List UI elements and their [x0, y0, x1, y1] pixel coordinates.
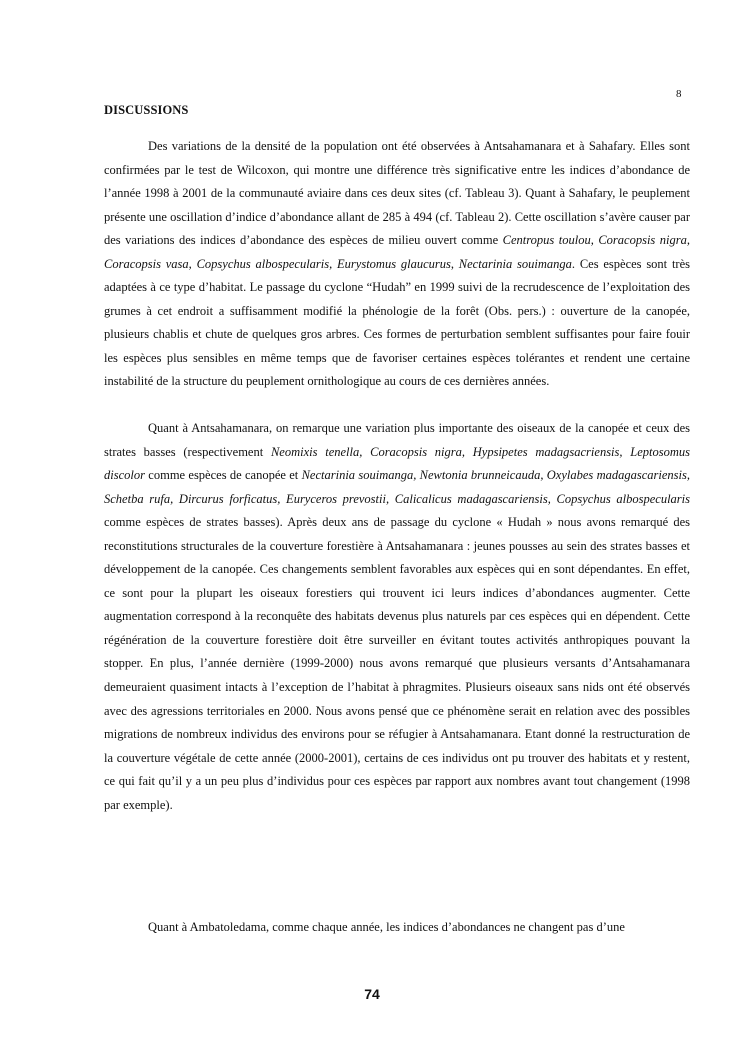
page-folio: 74 [364, 986, 380, 1002]
section-heading: DISCUSSIONS [104, 103, 189, 117]
paragraph-text: comme espèces de strates basses). Après deux ans de passage du cyclone « Hudah » nous avons remarqué des reconstitutions structurales de la couverture forestière à Antsahamanara : jeunes pousses au sein des strates basses et développement de la canopée. Ces changements semblent favorables aux espèces qui en sont dépendantes. En effet, ce sont pour la plupart les oiseaux forestiers qui trouvent ici leurs indices d’abondances augmenter. Cette augmentation correspond à la reconquête des habitats devenus plus naturels par ces espèces qui en dépendent. Cette régénération de la couverture forestière doit être surveiller en évitant toutes activités anthropiques pouvant la stopper. En plus, l’année dernière (1999-2000) nous avons remarqué que plusieurs versants d’Antsahamanara demeuraient quasiment intacts à l’exception de l’habitat à phragmites. Plusieurs oiseaux sans nids ont été observés avec des agressions territoriales en 2000. Nous avons pensé que ce phénomène serait en relation avec des possibles migrations de nombreux individus des environs pour se réfugier à Antsahamanara. Etant donné la restructuration de la couverture végétale de cette année (2000-2001), certains de ces individus ont pu trouver des habitats et y restent, ce qui fait qu’il y a un peu plus d’individus pour ces espèces par rapport aux nombres avant tout changement (1998 par exemple). [104, 515, 690, 812]
page-number-top: 8 [676, 88, 682, 100]
species-names: Nectarinia souimanga [458, 256, 572, 271]
paragraph-text: Quant à Antsahamanara, on remarque une variation plus importante des oiseaux de la canopée et ceux des strates basses (respectivement [104, 421, 690, 459]
paragraph-text: comme espèces de canopée et [144, 468, 302, 483]
paragraph-text: , [450, 256, 459, 271]
paragraph-text: . Ces espèces sont très adaptées à ce type d’habitat. Le passage du cyclone “Hudah” en 1999 suivi de la recrudescence de l’exploitation des grumes à cet endroit a suffisamment modifié la phénologie de la forêt (Obs. pers.) : ouverture de la canopée, plusieurs chablis et chute de quelques gros arbres. Ces formes de perturbation semblent suffisantes pour faire fouir les espèces plus sensibles en même temps que de favoriser certaines espèces tolérantes et rendent une certaine instabilité de la structure du peuplement ornithologique au cours de ces dernières années. [104, 256, 690, 389]
paragraph-1 [104, 135, 690, 394]
species-names: Centropus toulou, Coracopsis nigra, Coracopsis vasa, Copsychus albospecularis, Eurystomus glaucurus [104, 233, 690, 271]
paragraph-text: Des variations de la densité de la population ont été observées à Antsahamanara et à Sahafary. Elles sont confirmées par le test de Wilcoxon, qui montre une différence très significative entre les indices d’abondance de l’année 1998 à 2001 de la communauté aviaire dans ces deux sites (cf. Tableau 3). Quant à Sahafary, le peuplement présente une oscillation d’indice d’abondance allant de 285 à 494 (cf. Tableau 2). Cette oscillation s’avère causer par des variations des indices d’abondance des espèces de milieu ouvert comme [104, 139, 690, 248]
paragraph-text: Quant à Ambatoledama, comme chaque année, les indices d’abondances ne changent pas d’une [148, 920, 625, 934]
paragraph-3 [104, 916, 690, 940]
paragraph-2 [104, 417, 690, 817]
species-names: Neomixis tenella, Coracopsis nigra, Hypsipetes madagsacriensis, Leptosomus discolor [104, 444, 690, 483]
species-names: Nectarinia souimanga, Newtonia brunneicauda, Oxylabes madagascariensis, Schetba rufa, Dircurus forficatus, Euryceros prevostii, Calicalicus madagascariensis, Copsychus albospecularis [104, 468, 690, 506]
